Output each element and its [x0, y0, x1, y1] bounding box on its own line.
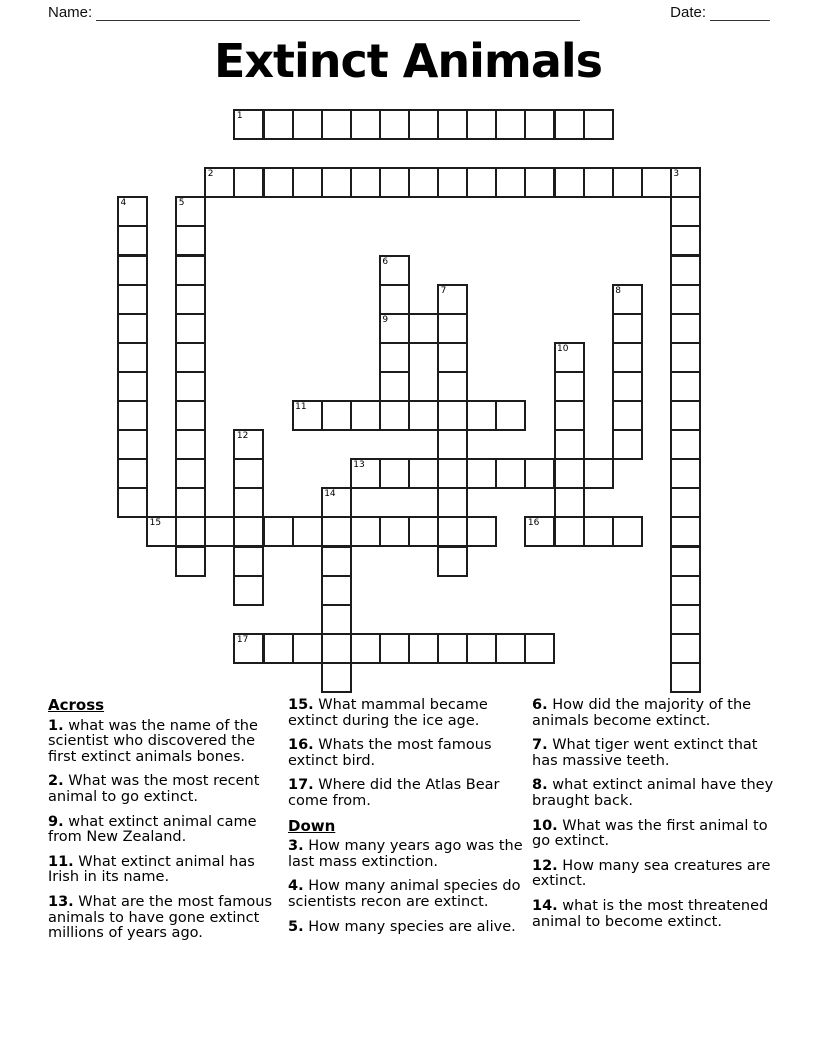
grid-cell[interactable] [175, 546, 206, 577]
clue-item [288, 839, 528, 870]
grid-cell[interactable] [408, 516, 439, 547]
grid-cell[interactable] [379, 284, 410, 315]
clue-text: What tiger went extinct that has massive teeth. [532, 737, 758, 769]
grid-cell[interactable] [466, 400, 497, 431]
grid-cell[interactable] [495, 633, 526, 664]
grid-cell[interactable] [437, 516, 468, 547]
grid-cell[interactable] [117, 458, 148, 489]
clue-text: What was the most recent animal to go extinct. [48, 773, 260, 805]
grid-cell[interactable] [408, 633, 439, 664]
clue-number: 8. [532, 777, 548, 794]
grid-cell[interactable] [117, 255, 148, 286]
clue-column-3 [532, 698, 774, 939]
grid-cell[interactable] [233, 109, 264, 140]
clue-text: How many species are alive. [303, 918, 516, 935]
clue-number: 2. [48, 773, 64, 790]
grid-cell-number: 17 [236, 634, 249, 645]
clue-item [48, 719, 285, 766]
clue-number: 10. [532, 817, 558, 834]
grid-cell[interactable] [524, 109, 555, 140]
grid-cell[interactable] [117, 284, 148, 315]
grid-cell[interactable] [670, 225, 701, 256]
grid-cell[interactable] [204, 167, 235, 198]
grid-cell[interactable] [554, 458, 585, 489]
grid-cell[interactable] [670, 167, 701, 198]
grid-cell[interactable] [524, 167, 555, 198]
grid-cell[interactable] [204, 516, 235, 547]
grid-cell[interactable] [554, 400, 585, 431]
grid-cell-number: 10 [557, 343, 569, 354]
grid-cell[interactable] [670, 575, 701, 606]
grid-cell[interactable] [146, 516, 177, 547]
grid-cell-number: 12 [236, 431, 249, 442]
grid-cell[interactable] [117, 371, 148, 402]
clue-text: How many years ago was the last mass extinction. [288, 838, 523, 870]
grid-cell[interactable] [670, 516, 701, 547]
grid-cell[interactable] [379, 400, 410, 431]
grid-cell[interactable] [670, 633, 701, 664]
grid-cell[interactable] [524, 458, 555, 489]
clue-number: 4. [288, 878, 304, 895]
grid-cell[interactable] [612, 371, 643, 402]
grid-cell[interactable] [233, 458, 264, 489]
grid-cell[interactable] [350, 167, 381, 198]
grid-cell[interactable] [466, 633, 497, 664]
clue-item [48, 855, 285, 886]
grid-cell[interactable] [175, 225, 206, 256]
date-fill-line[interactable] [710, 5, 770, 21]
grid-cell[interactable] [554, 429, 585, 460]
clue-text: How many animal species do scientists recon are extinct. [288, 878, 521, 910]
clue-item [532, 698, 774, 729]
clue-item [288, 738, 528, 769]
grid-cell[interactable] [466, 458, 497, 489]
grid-cell[interactable] [292, 400, 323, 431]
clue-item [532, 859, 774, 890]
clue-item [48, 815, 285, 846]
clue-column-2 [288, 698, 528, 944]
grid-cell[interactable] [466, 516, 497, 547]
grid-cell[interactable] [175, 371, 206, 402]
grid-cell[interactable] [117, 196, 148, 227]
grid-cell[interactable] [554, 516, 585, 547]
grid-cell[interactable] [233, 516, 264, 547]
grid-cell[interactable] [583, 516, 614, 547]
grid-cell[interactable] [670, 400, 701, 431]
clue-text: what is the most threatened animal to become extinct. [532, 897, 769, 930]
grid-cell[interactable] [321, 516, 352, 547]
grid-cell[interactable] [495, 167, 526, 198]
grid-cell-number: 4 [120, 198, 127, 209]
grid-cell-number: 14 [324, 489, 336, 500]
grid-cell[interactable] [321, 487, 352, 518]
grid-cell[interactable] [437, 458, 468, 489]
clue-item [288, 698, 528, 729]
grid-cell[interactable] [233, 167, 264, 198]
grid-cell[interactable] [292, 109, 323, 140]
grid-cell[interactable] [233, 487, 264, 518]
grid-cell[interactable] [379, 371, 410, 402]
grid-cell-number: 2 [207, 169, 214, 180]
grid-cell[interactable] [554, 371, 585, 402]
grid-cell[interactable] [321, 546, 352, 577]
name-label: Name: [48, 4, 93, 21]
grid-cell[interactable] [437, 167, 468, 198]
clue-number: 12. [532, 857, 558, 874]
grid-cell[interactable] [321, 575, 352, 606]
grid-cell[interactable] [495, 109, 526, 140]
grid-cell[interactable] [583, 458, 614, 489]
grid-cell[interactable] [175, 400, 206, 431]
clue-text: what extinct animal came from New Zealand. [48, 813, 257, 846]
grid-cell[interactable] [379, 633, 410, 664]
clue-number: 13. [48, 893, 74, 910]
clue-text: Whats the most famous extinct bird. [288, 737, 492, 769]
grid-cell[interactable] [437, 109, 468, 140]
grid-cell-number: 15 [149, 518, 162, 529]
grid-cell[interactable] [408, 167, 439, 198]
grid-cell[interactable] [292, 516, 323, 547]
grid-cell[interactable] [175, 313, 206, 344]
grid-cell-number: 13 [353, 460, 365, 471]
clue-item [48, 895, 285, 942]
grid-cell[interactable] [321, 633, 352, 664]
grid-cell[interactable] [612, 516, 643, 547]
clue-item [288, 920, 528, 936]
grid-cell-number: 9 [382, 314, 389, 325]
clue-text: What mammal became extinct during the ice age. [288, 697, 488, 729]
grid-cell[interactable] [437, 371, 468, 402]
clue-number: 17. [288, 777, 314, 794]
clue-column-1 [48, 698, 285, 951]
clue-item [48, 774, 285, 805]
grid-cell[interactable] [263, 633, 294, 664]
grid-cell[interactable] [670, 662, 701, 693]
clue-heading-down: Down [288, 816, 336, 835]
grid-cell[interactable] [117, 400, 148, 431]
grid-cell[interactable] [612, 429, 643, 460]
grid-cell[interactable] [175, 516, 206, 547]
grid-cell[interactable] [583, 109, 614, 140]
date-label: Date: [670, 4, 706, 21]
grid-cell[interactable] [175, 284, 206, 315]
grid-cell[interactable] [321, 167, 352, 198]
grid-cell[interactable] [175, 255, 206, 286]
grid-cell[interactable] [379, 342, 410, 373]
grid-cell[interactable] [379, 109, 410, 140]
grid-cell[interactable] [670, 458, 701, 489]
clue-item [532, 899, 774, 930]
clue-item [532, 738, 774, 769]
grid-cell[interactable] [495, 400, 526, 431]
grid-cell[interactable] [554, 167, 585, 198]
grid-cell-number: 7 [440, 285, 447, 296]
grid-cell[interactable] [437, 633, 468, 664]
grid-cell[interactable] [379, 458, 410, 489]
grid-cell[interactable] [379, 313, 410, 344]
grid-cell[interactable] [233, 575, 264, 606]
grid-cell[interactable] [263, 516, 294, 547]
grid-cell[interactable] [495, 458, 526, 489]
clue-item [532, 819, 774, 850]
grid-cell[interactable] [408, 400, 439, 431]
grid-cell[interactable] [175, 458, 206, 489]
grid-cell[interactable] [292, 633, 323, 664]
clue-number: 15. [288, 697, 314, 713]
grid-cell-number: 1 [236, 111, 243, 121]
grid-cell[interactable] [670, 196, 701, 227]
grid-cell[interactable] [670, 604, 701, 635]
grid-cell[interactable] [554, 342, 585, 373]
clue-number: 9. [48, 813, 64, 830]
grid-cell[interactable] [466, 109, 497, 140]
grid-cell[interactable] [379, 255, 410, 286]
clue-number: 3. [288, 838, 304, 855]
worksheet-header [48, 4, 770, 21]
grid-cell[interactable] [612, 313, 643, 344]
grid-cell[interactable] [350, 516, 381, 547]
clue-text: what extinct animal have they braught back. [532, 777, 774, 809]
clue-number: 6. [532, 697, 548, 713]
grid-cell[interactable] [117, 487, 148, 518]
grid-cell-number: 8 [615, 285, 621, 296]
grid-cell[interactable] [670, 429, 701, 460]
grid-cell[interactable] [670, 371, 701, 402]
grid-cell[interactable] [437, 429, 468, 460]
clue-text: what was the name of the scientist who discovered the first extinct animals bones. [48, 717, 258, 765]
grid-cell[interactable] [233, 546, 264, 577]
grid-cell[interactable] [117, 313, 148, 344]
clue-text: What extinct animal has Irish in its name. [48, 853, 255, 886]
clue-heading-across: Across [48, 696, 105, 714]
clue-number: 11. [48, 853, 74, 870]
grid-cell[interactable] [379, 167, 410, 198]
clue-number: 7. [532, 737, 548, 754]
grid-cell[interactable] [466, 167, 497, 198]
clue-text: How did the majority of the animals become extinct. [532, 697, 752, 729]
grid-cell[interactable] [350, 458, 381, 489]
clue-text: How many sea creatures are extinct. [532, 857, 771, 890]
grid-cell[interactable] [292, 167, 323, 198]
grid-cell[interactable] [263, 167, 294, 198]
grid-cell[interactable] [350, 400, 381, 431]
grid-cell[interactable] [321, 604, 352, 635]
grid-cell[interactable] [408, 313, 439, 344]
grid-cell[interactable] [612, 167, 643, 198]
clue-item [532, 778, 774, 809]
grid-cell[interactable] [117, 225, 148, 256]
grid-cell[interactable] [670, 284, 701, 315]
grid-cell[interactable] [408, 109, 439, 140]
grid-cell[interactable] [524, 516, 555, 547]
grid-cell[interactable] [554, 109, 585, 140]
clue-text: What was the first animal to go extinct. [532, 817, 768, 850]
grid-cell[interactable] [233, 429, 264, 460]
grid-cell[interactable] [263, 109, 294, 140]
clue-number: 5. [288, 918, 304, 935]
clue-number: 14. [532, 897, 558, 914]
grid-cell[interactable] [437, 313, 468, 344]
grid-cell-number: 3 [673, 169, 680, 180]
grid-cell[interactable] [117, 342, 148, 373]
grid-cell[interactable] [641, 167, 672, 198]
clue-number: 1. [48, 717, 64, 734]
grid-cell[interactable] [670, 255, 701, 286]
grid-cell[interactable] [524, 633, 555, 664]
clue-text: What are the most famous animals to have gone extinct millions of years ago. [48, 893, 273, 942]
grid-cell[interactable] [437, 284, 468, 315]
grid-cell[interactable] [379, 516, 410, 547]
grid-cell-number: 6 [382, 256, 389, 267]
grid-cell[interactable] [321, 662, 352, 693]
grid-cell[interactable] [437, 546, 468, 577]
clue-number: 16. [288, 737, 314, 754]
grid-cell[interactable] [437, 487, 468, 518]
grid-cell[interactable] [233, 633, 264, 664]
grid-cell[interactable] [175, 342, 206, 373]
grid-cell[interactable] [612, 284, 643, 315]
grid-cell[interactable] [612, 342, 643, 373]
grid-cell[interactable] [583, 167, 614, 198]
clue-text: Where did the Atlas Bear come from. [288, 777, 500, 809]
grid-cell[interactable] [437, 342, 468, 373]
grid-cell[interactable] [670, 313, 701, 344]
grid-cell[interactable] [175, 429, 206, 460]
grid-cell[interactable] [670, 546, 701, 577]
grid-cell[interactable] [117, 429, 148, 460]
grid-cell[interactable] [408, 458, 439, 489]
clue-item [288, 879, 528, 910]
grid-cell-number: 5 [178, 198, 185, 209]
grid-cell[interactable] [321, 400, 352, 431]
grid-cell[interactable] [612, 400, 643, 431]
grid-cell[interactable] [175, 487, 206, 518]
grid-cell[interactable] [321, 109, 352, 140]
name-fill-line[interactable] [96, 5, 580, 21]
grid-cell-number: 16 [527, 518, 540, 529]
grid-cell[interactable] [437, 400, 468, 431]
grid-cell[interactable] [350, 109, 381, 140]
clue-item [288, 778, 528, 809]
grid-cell[interactable] [670, 487, 701, 518]
grid-cell[interactable] [670, 342, 701, 373]
grid-cell[interactable] [350, 633, 381, 664]
grid-cell-number: 11 [295, 402, 307, 412]
date-field [670, 4, 770, 21]
grid-cell[interactable] [175, 196, 206, 227]
page-title: Extinct Animals [213, 34, 603, 88]
grid-cell[interactable] [554, 487, 585, 518]
